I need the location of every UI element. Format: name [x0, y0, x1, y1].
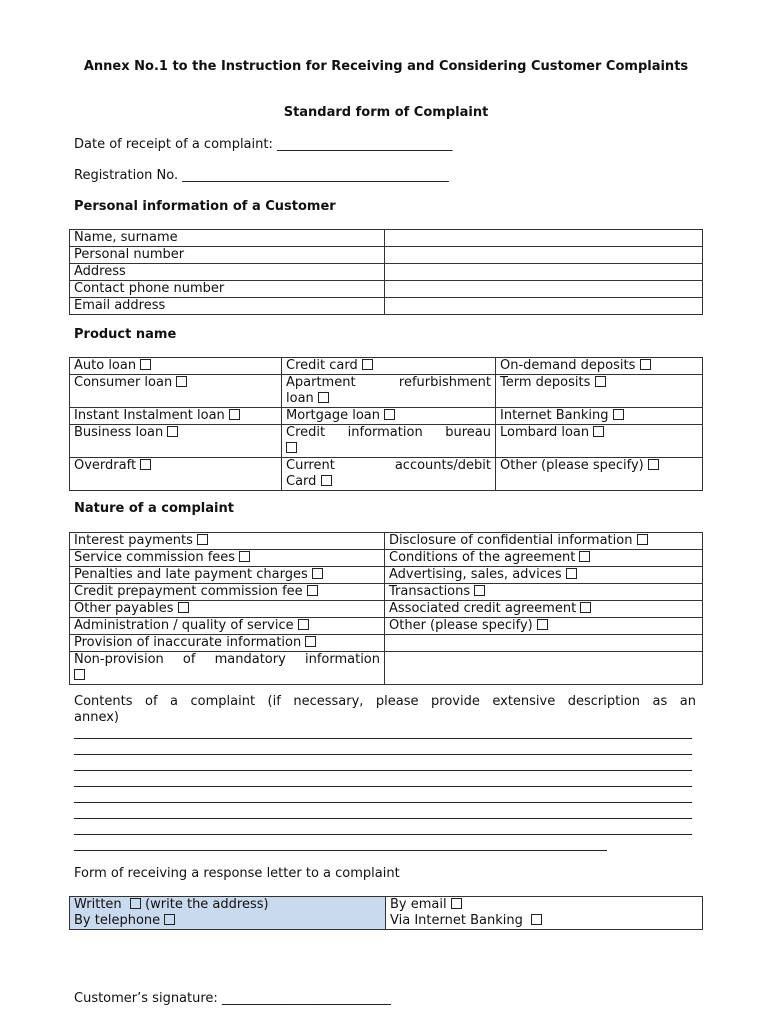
nature-option: Interest payments: [70, 533, 385, 550]
nature-option: Disclosure of confidential information: [385, 533, 703, 550]
signature-blank[interactable]: __________________________: [221, 991, 391, 1006]
table-row: [70, 408, 703, 425]
product-option: Lombard loan: [496, 425, 703, 458]
checkbox[interactable]: [239, 551, 250, 562]
table-row: [70, 375, 703, 408]
checkbox[interactable]: [537, 619, 548, 630]
nature-table: [69, 532, 703, 685]
contents-label: Contents of a complaint (if necessary, please provide extensive description as an annex): [74, 694, 696, 725]
product-option: Consumer loan: [70, 375, 282, 408]
telephone-option: By telephone: [74, 913, 381, 929]
checkbox[interactable]: [298, 619, 309, 630]
nature-option: Transactions: [385, 584, 703, 601]
table-row: [70, 652, 703, 685]
checkbox[interactable]: [384, 409, 395, 420]
checkbox[interactable]: [176, 376, 187, 387]
nature-option: Service commission fees: [70, 550, 385, 567]
table-cell-label: Email address: [70, 298, 385, 315]
checkbox[interactable]: [167, 426, 178, 437]
nature-option: Other payables: [70, 601, 385, 618]
checkbox[interactable]: [307, 585, 318, 596]
checkbox[interactable]: [474, 585, 485, 596]
product-table: [69, 357, 703, 491]
checkbox[interactable]: [640, 359, 651, 370]
checkbox[interactable]: [318, 392, 329, 403]
contents-line[interactable]: [74, 770, 692, 771]
contents-line[interactable]: [74, 818, 692, 819]
checkbox[interactable]: [130, 898, 141, 909]
nature-option: Other (please specify): [385, 618, 703, 635]
date-of-receipt-field: [74, 137, 453, 152]
table-row: [70, 635, 703, 652]
response-label: Form of receiving a response letter to a complaint: [74, 866, 400, 881]
table-cell-label: Contact phone number: [70, 281, 385, 298]
contents-line[interactable]: [74, 738, 692, 739]
checkbox[interactable]: [286, 442, 297, 453]
response-option-written: [70, 897, 386, 930]
product-option: Business loan: [70, 425, 282, 458]
checkbox[interactable]: [531, 914, 542, 925]
table-cell-value[interactable]: [385, 281, 703, 298]
email-option: By email: [390, 897, 698, 913]
product-option: Auto loan: [70, 358, 282, 375]
nature-heading: Nature of a complaint: [74, 501, 234, 516]
contents-line[interactable]: [74, 802, 692, 803]
response-option-electronic: [386, 897, 703, 930]
contents-line[interactable]: [74, 834, 692, 835]
product-option: Instant Instalment loan: [70, 408, 282, 425]
annex-title: Annex No.1 to the Instruction for Receiving and Considering Customer Complaints: [83, 59, 689, 74]
table-row: [70, 550, 703, 567]
product-option: Other (please specify): [496, 458, 703, 491]
date-label: Date of receipt of a complaint:: [74, 137, 273, 152]
table-row: [70, 230, 703, 247]
product-option: On-demand deposits: [496, 358, 703, 375]
product-option: Overdraft: [70, 458, 282, 491]
table-row: [70, 601, 703, 618]
table-row: [70, 281, 703, 298]
checkbox[interactable]: [637, 534, 648, 545]
checkbox[interactable]: [312, 568, 323, 579]
registration-blank: _________________________________________: [182, 168, 449, 183]
checkbox[interactable]: [140, 459, 151, 470]
nature-option: Credit prepayment commission fee: [70, 584, 385, 601]
product-option: Current accounts/debit Card: [282, 458, 496, 491]
product-option: Term deposits: [496, 375, 703, 408]
table-row: [70, 618, 703, 635]
product-option: Credit information bureau: [282, 425, 496, 458]
product-option: Mortgage loan: [282, 408, 496, 425]
personal-info-table: [69, 229, 703, 315]
nature-option: Conditions of the agreement: [385, 550, 703, 567]
personal-info-heading: Personal information of a Customer: [74, 199, 336, 214]
table-row: [70, 358, 703, 375]
table-row: [70, 264, 703, 281]
checkbox[interactable]: [178, 602, 189, 613]
nature-option: Provision of inaccurate information: [70, 635, 385, 652]
written-option: Written (write the address): [74, 897, 269, 912]
checkbox[interactable]: [140, 359, 151, 370]
table-row: [70, 458, 703, 491]
table-cell-value[interactable]: [385, 298, 703, 315]
contents-line[interactable]: [74, 786, 692, 787]
nature-option: Non-provision of mandatory information: [70, 652, 385, 685]
table-row: [70, 533, 703, 550]
table-cell-value[interactable]: [385, 264, 703, 281]
date-blank: ___________________________: [277, 137, 453, 152]
response-table: [69, 896, 703, 930]
checkbox[interactable]: [229, 409, 240, 420]
internet-banking-option: Via Internet Banking: [390, 913, 698, 929]
checkbox[interactable]: [613, 409, 624, 420]
checkbox[interactable]: [648, 459, 659, 470]
nature-option: Advertising, sales, advices: [385, 567, 703, 584]
table-cell-label: Personal number: [70, 247, 385, 264]
checkbox[interactable]: [305, 636, 316, 647]
product-option: Internet Banking: [496, 408, 703, 425]
checkbox[interactable]: [580, 602, 591, 613]
registration-field: [74, 168, 449, 183]
table-cell-label: Name, surname: [70, 230, 385, 247]
checkbox[interactable]: [321, 475, 332, 486]
registration-label: Registration No.: [74, 168, 179, 183]
checkbox[interactable]: [74, 669, 85, 680]
checkbox[interactable]: [593, 426, 604, 437]
nature-empty-cell: [385, 635, 703, 652]
nature-option: Penalties and late payment charges: [70, 567, 385, 584]
contents-line[interactable]: [74, 850, 607, 851]
checkbox[interactable]: [566, 568, 577, 579]
product-option: Apartment refurbishment loan: [282, 375, 496, 408]
nature-option: Associated credit agreement: [385, 601, 703, 618]
checkbox[interactable]: [579, 551, 590, 562]
checkbox[interactable]: [595, 376, 606, 387]
table-row: [70, 584, 703, 601]
product-option: Credit card: [282, 358, 496, 375]
checkbox[interactable]: [197, 534, 208, 545]
checkbox[interactable]: [164, 914, 175, 925]
table-row: [70, 567, 703, 584]
contents-line[interactable]: [74, 754, 692, 755]
checkbox[interactable]: [451, 898, 462, 909]
signature-label: Customer’s signature:: [74, 991, 218, 1006]
table-cell-label: Address: [70, 264, 385, 281]
table-row: [70, 897, 703, 930]
checkbox[interactable]: [362, 359, 373, 370]
form-title: Standard form of Complaint: [283, 105, 489, 120]
nature-option: Administration / quality of service: [70, 618, 385, 635]
table-row: [70, 298, 703, 315]
product-heading: Product name: [74, 327, 177, 342]
table-cell-value[interactable]: [385, 247, 703, 264]
nature-empty-cell: [385, 652, 703, 685]
table-row: [70, 247, 703, 264]
signature-field: [74, 991, 391, 1006]
table-row: [70, 425, 703, 458]
table-cell-value[interactable]: [385, 230, 703, 247]
